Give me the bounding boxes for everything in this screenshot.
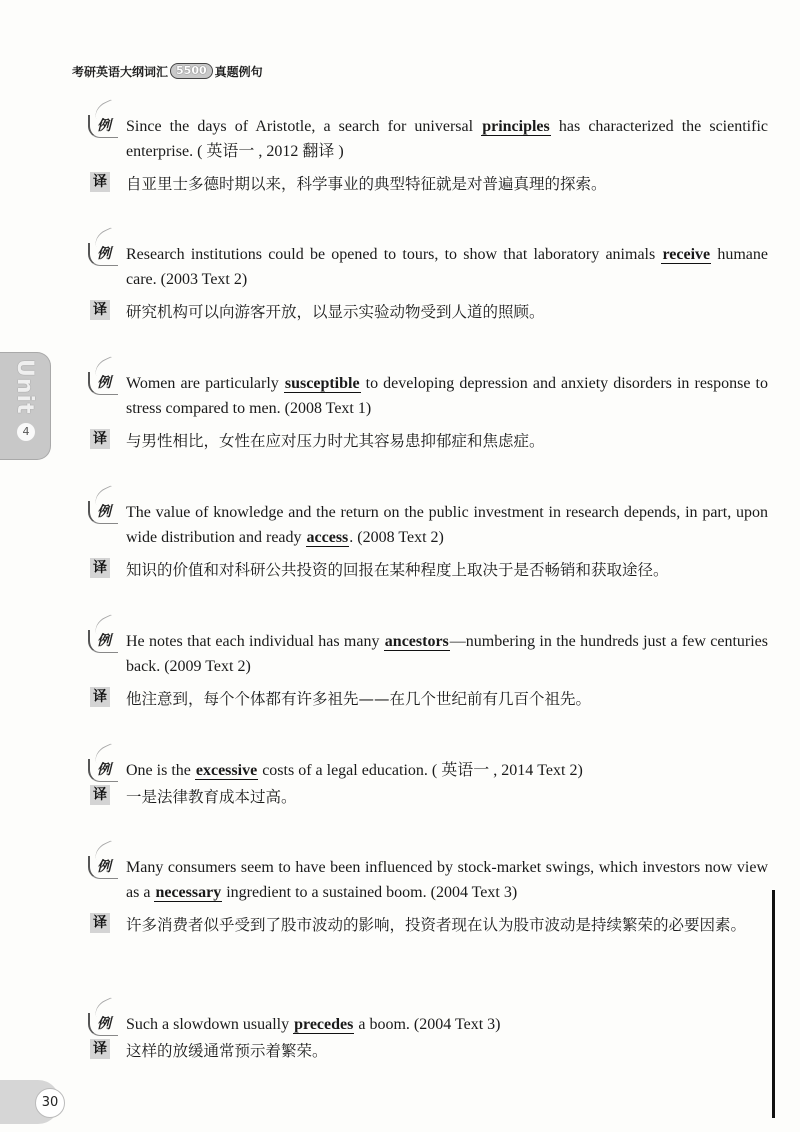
translation-icon: 译 — [90, 687, 110, 707]
translation-text: 自亚里士多德时期以来，科学事业的典型特征就是对普遍真理的探索。 — [126, 175, 607, 193]
translation-row — [88, 783, 768, 811]
translation-row — [88, 556, 768, 584]
example-entry — [88, 629, 768, 713]
example-icon: 例 — [88, 856, 116, 878]
example-sentence: Such a slowdown usually precedes a boom. (2004 Text 3) — [126, 1016, 501, 1033]
translation-icon: 译 — [90, 172, 110, 192]
example-icon: 例 — [88, 630, 116, 652]
translation-row — [88, 298, 768, 326]
page-edge-rule — [772, 890, 775, 1118]
example-entry — [88, 114, 768, 198]
translation-text: 这样的放缓通常预示着繁荣。 — [126, 1042, 328, 1060]
example-row — [88, 629, 768, 679]
example-entry — [88, 855, 768, 939]
running-header — [72, 62, 263, 80]
example-row — [88, 855, 768, 905]
example-entry — [88, 371, 768, 455]
translation-icon: 译 — [90, 913, 110, 933]
example-sentence: Since the days of Aristotle, a search for universal principles has characterized the scientific enterprise. ( 英语一 , 2012 翻译 ) — [126, 118, 768, 160]
translation-text: 与男性相比，女性在应对压力时尤其容易患抑郁症和焦虑症。 — [126, 432, 545, 450]
example-row — [88, 114, 768, 164]
keyword: principles — [482, 118, 550, 135]
example-row — [88, 1012, 768, 1037]
example-row — [88, 500, 768, 550]
example-sentence: He notes that each individual has many ancestors—numbering in the hundreds just a few centuries back. (2009 Text 2) — [126, 633, 769, 675]
example-entry — [88, 1012, 768, 1065]
header-subtitle: 真题例句 — [214, 64, 263, 79]
translation-row — [88, 170, 768, 198]
example-row — [88, 758, 768, 783]
example-row — [88, 242, 768, 292]
translation-row — [88, 911, 768, 939]
example-sentence: The value of knowledge and the return on the public investment in research depends, in part, upon wide distribution and ready access. (2008 Text 2) — [126, 504, 768, 546]
example-icon: 例 — [88, 759, 116, 781]
header-badge: 5500 — [170, 63, 213, 79]
unit-number: 4 — [17, 423, 35, 441]
example-sentence: Many consumers seem to have been influenced by stock-market swings, which investors now view as a necessary ingredient to a sustained boom. (2004 Text 3) — [126, 859, 768, 901]
example-entry — [88, 758, 768, 811]
translation-row — [88, 685, 768, 713]
example-entry — [88, 500, 768, 584]
header-title: 考研英语大纲词汇 — [72, 64, 169, 79]
translation-text: 他注意到，每个个体都有许多祖先——在几个世纪前有几百个祖先。 — [126, 690, 592, 708]
keyword: ancestors — [384, 633, 449, 650]
keyword: susceptible — [284, 375, 360, 392]
translation-text: 知识的价值和对科研公共投资的回报在某种程度上取决于是否畅销和获取途径。 — [126, 561, 669, 579]
keyword: excessive — [195, 762, 258, 779]
keyword: precedes — [294, 1016, 354, 1033]
example-icon: 例 — [88, 243, 116, 265]
translation-row — [88, 427, 768, 455]
example-sentence: One is the excessive costs of a legal education. ( 英语一 , 2014 Text 2) — [126, 762, 583, 779]
example-icon: 例 — [88, 115, 116, 137]
translation-icon: 译 — [90, 785, 110, 805]
translation-text: 研究机构可以向游客开放，以显示实验动物受到人道的照顾。 — [126, 303, 545, 321]
translation-icon: 译 — [90, 558, 110, 578]
translation-icon: 译 — [90, 1039, 110, 1059]
example-row — [88, 371, 768, 421]
example-entry — [88, 242, 768, 326]
example-sentence: Women are particularly susceptible to developing depression and anxiety disorders in response to stress compared to men. (2008 Text 1) — [126, 375, 768, 417]
keyword: receive — [662, 246, 711, 263]
translation-icon: 译 — [90, 429, 110, 449]
translation-text: 许多消费者似乎受到了股市波动的影响，投资者现在认为股市波动是持续繁荣的必要因素。 — [126, 916, 747, 934]
translation-row — [88, 1037, 768, 1065]
keyword: necessary — [155, 884, 222, 901]
page-number: 30 — [35, 1088, 65, 1118]
example-icon: 例 — [88, 1013, 116, 1035]
translation-text: 一是法律教育成本过高。 — [126, 788, 297, 806]
example-icon: 例 — [88, 501, 116, 523]
keyword: access — [306, 529, 349, 546]
example-sentence: Research institutions could be opened to tours, to show that laboratory animals receive humane care. (2003 Text 2) — [126, 246, 768, 288]
translation-icon: 译 — [90, 300, 110, 320]
unit-label: Unit — [12, 359, 37, 415]
example-icon: 例 — [88, 372, 116, 394]
unit-tab — [0, 352, 51, 460]
